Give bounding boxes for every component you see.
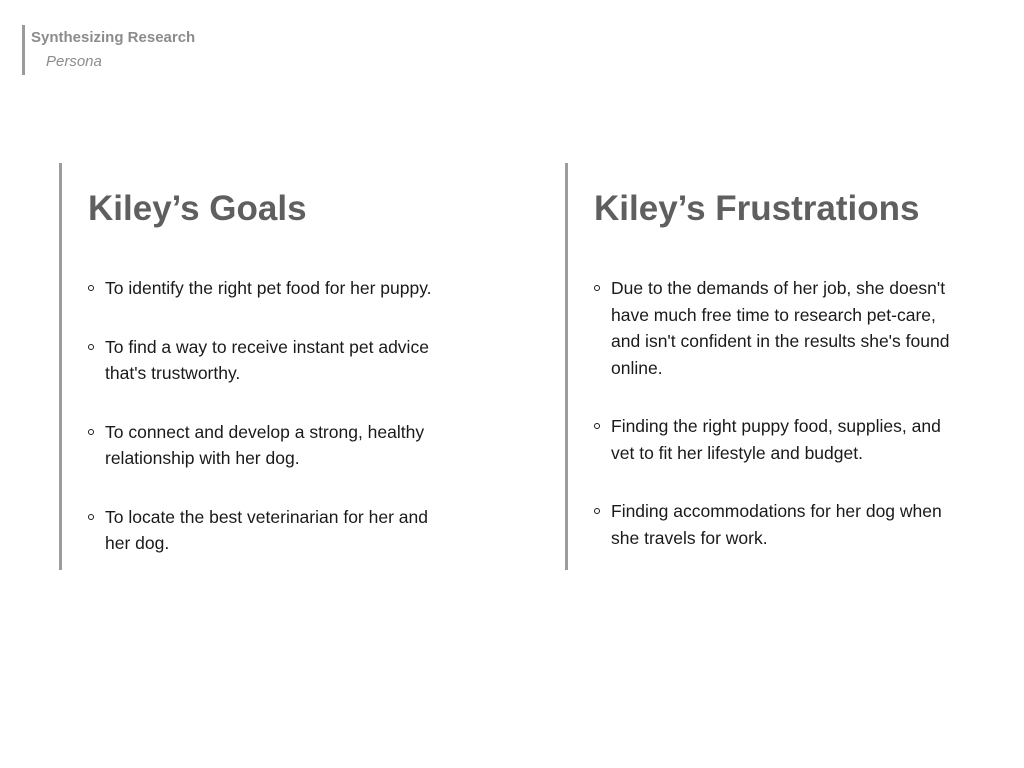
goals-column [59, 163, 479, 570]
bullet-circle-icon [594, 508, 600, 514]
bullet-circle-icon [88, 285, 94, 291]
frustration-text: Finding the right puppy food, supplies, and vet to fit her lifestyle and budget. [611, 416, 941, 463]
goal-item [88, 334, 458, 387]
goal-text: To connect and develop a strong, healthy relationship with her dog. [105, 421, 425, 468]
section-subtitle: Persona [46, 53, 102, 70]
goal-text: To identify the right pet food for her puppy. [105, 278, 432, 298]
frustrations-list [594, 275, 954, 551]
section-title: Synthesizing Research [31, 29, 196, 46]
frustration-text: Due to the demands of her job, she doesn't have much free time to research pet-care, and isn't confident in the results she's found online. [611, 278, 950, 378]
goals-list [88, 275, 458, 557]
goal-item [88, 419, 458, 472]
slide-header [22, 25, 195, 75]
frustrations-heading: Kiley’s Frustrations [594, 189, 920, 228]
frustration-item [594, 498, 954, 551]
bullet-circle-icon [88, 344, 94, 350]
bullet-circle-icon [88, 514, 94, 520]
goals-heading: Kiley’s Goals [88, 189, 307, 228]
bullet-circle-icon [594, 423, 600, 429]
frustration-item [594, 413, 954, 466]
goal-item [88, 275, 458, 302]
frustration-text: Finding accommodations for her dog when she travels for work. [611, 501, 942, 548]
goal-text: To find a way to receive instant pet advice that's trustworthy. [105, 336, 429, 383]
bullet-circle-icon [88, 429, 94, 435]
bullet-circle-icon [594, 285, 600, 291]
goal-text: To locate the best veterinarian for her and her dog. [105, 506, 428, 553]
goal-item [88, 504, 458, 557]
frustrations-column [565, 163, 985, 570]
frustration-item [594, 275, 954, 381]
